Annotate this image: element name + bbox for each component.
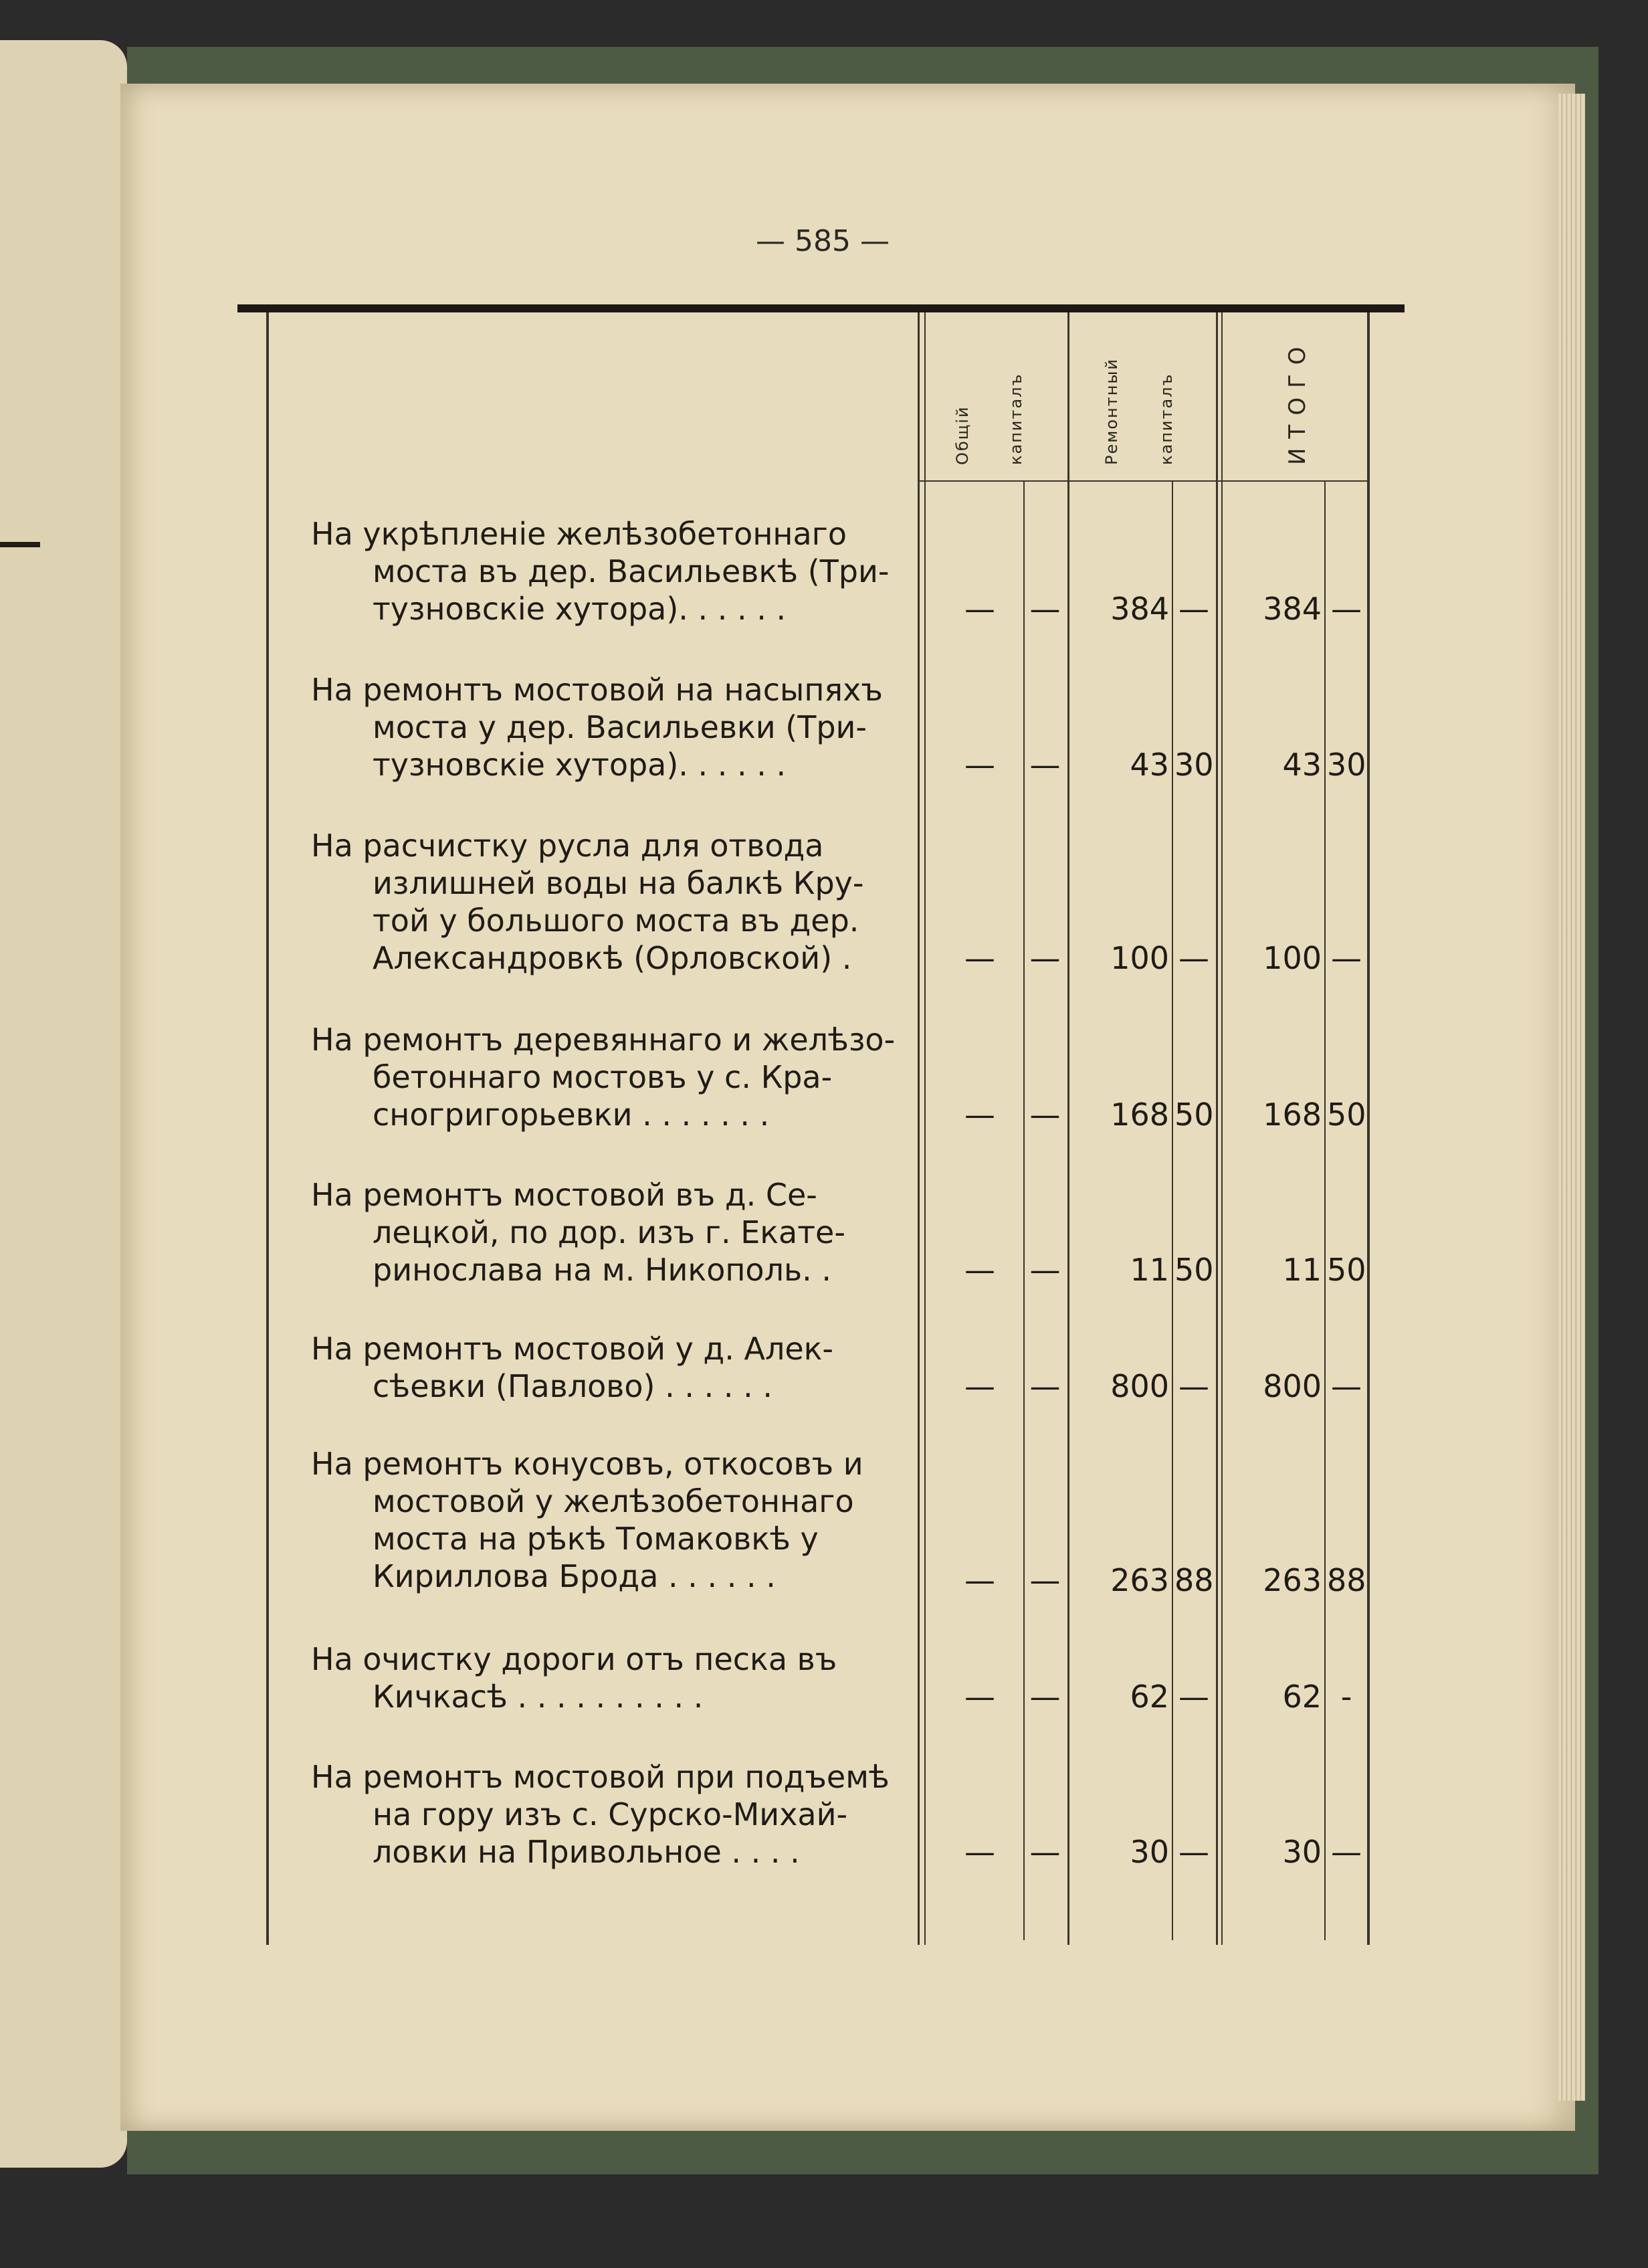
entry-line: бетоннаго мостовъ у с. Кра- [373, 1059, 833, 1095]
entry-line: моста въ дер. Васильевкѣ (Три- [373, 553, 890, 589]
repair-kop: — [1178, 1368, 1209, 1404]
general-rub: — [964, 1368, 995, 1404]
repair-kop: 88 [1174, 1562, 1214, 1598]
general-rub: — [964, 1679, 995, 1715]
total-rub: 168 [1263, 1097, 1322, 1133]
col-divider-total-2 [1221, 312, 1223, 1945]
general-kop: — [1029, 1679, 1061, 1715]
entry-line: На ремонтъ мостовой на насыпяхъ [311, 672, 883, 708]
entry-line: На ремонтъ мостовой при подъемѣ [311, 1759, 890, 1795]
general-kop: — [1029, 1252, 1061, 1288]
col-divider-repair-kop [1172, 482, 1173, 1940]
entry-row [311, 1330, 900, 1405]
entry-row [311, 1021, 900, 1133]
table-right-border [1367, 312, 1370, 1945]
entry-line: На ремонтъ конусовъ, откосовъ и [311, 1446, 863, 1482]
general-kop: — [1029, 747, 1061, 783]
total-rub: 263 [1263, 1562, 1322, 1598]
total-rub: 384 [1263, 591, 1322, 627]
entry-line: На расчистку русла для отвода [311, 828, 824, 864]
repair-kop: — [1178, 591, 1209, 627]
entry-row [311, 1758, 900, 1871]
repair-kop: — [1178, 1834, 1209, 1870]
col-divider-total-kop [1324, 482, 1326, 1940]
entry-line: на гору изъ с. Сурско-Михай- [373, 1796, 848, 1832]
entry-line: мостовой у желѣзобетоннаго [373, 1483, 854, 1519]
col-divider-general-kop [1023, 482, 1025, 1940]
entry-row [311, 515, 900, 628]
repair-rub: 100 [1110, 940, 1169, 976]
total-kop: 50 [1327, 1097, 1366, 1133]
total-rub: 62 [1282, 1679, 1322, 1715]
entry-line: На укрѣпленіе желѣзобетоннаго [311, 516, 847, 552]
repair-kop: — [1178, 940, 1209, 976]
entry-line: Кичкасѣ . . . . . . . . . . [373, 1679, 704, 1715]
col-divider-total [1216, 312, 1218, 1945]
general-kop: — [1029, 1097, 1061, 1133]
general-kop: — [1029, 591, 1061, 627]
total-kop: 30 [1327, 747, 1366, 783]
general-rub: — [964, 1097, 995, 1133]
header-total: ИТОГО [1284, 337, 1311, 465]
entry-row [311, 1640, 900, 1715]
general-kop: — [1029, 1562, 1061, 1598]
entry-line: Александровкѣ (Орловской) . [373, 940, 852, 976]
entry-line: сѣевки (Павлово) . . . . . . [373, 1368, 772, 1404]
repair-rub: 168 [1110, 1097, 1169, 1133]
repair-rub: 11 [1130, 1252, 1169, 1288]
repair-rub: 43 [1130, 747, 1169, 783]
entry-line: тузновскіе хутора). . . . . . [373, 747, 787, 783]
left-page-rule [0, 542, 40, 547]
header-repair-line2: капиталъ [1157, 373, 1176, 465]
entry-line: На ремонтъ мостовой въ д. Се- [311, 1177, 817, 1213]
header-bottom-line [918, 480, 1370, 482]
repair-kop: 50 [1174, 1097, 1214, 1133]
total-kop: — [1331, 591, 1362, 627]
entry-line: моста на рѣкѣ Томаковкѣ у [373, 1521, 819, 1557]
entry-line: той у большого моста въ дер. [373, 903, 859, 939]
total-kop: - [1340, 1679, 1352, 1715]
general-kop: — [1029, 940, 1061, 976]
table-left-border [266, 312, 269, 1945]
repair-rub: 263 [1110, 1562, 1169, 1598]
repair-rub: 62 [1130, 1679, 1169, 1715]
header-repair-line1: Ремонтный [1102, 358, 1121, 465]
col-divider-repair [1067, 312, 1069, 1945]
entry-line: ловки на Привольное . . . . [373, 1834, 800, 1870]
repair-rub: 30 [1130, 1834, 1169, 1870]
entry-line: тузновскіе хутора). . . . . . [373, 591, 787, 627]
page-edges [1558, 94, 1585, 2101]
general-rub: — [964, 591, 995, 627]
general-kop: — [1029, 1834, 1061, 1870]
entry-row [311, 827, 900, 977]
col-divider-general [918, 312, 920, 1945]
total-kop: — [1331, 940, 1362, 976]
total-rub: 11 [1282, 1252, 1322, 1288]
entry-line: На очистку дороги отъ песка въ [311, 1641, 837, 1677]
entry-line: излишней воды на балкѣ Кру- [373, 865, 864, 901]
entry-row [311, 671, 900, 783]
repair-kop: 30 [1174, 747, 1214, 783]
header-general-line2: капиталъ [1007, 373, 1025, 465]
repair-kop: — [1178, 1679, 1209, 1715]
entry-line: На ремонтъ мостовой у д. Алек- [311, 1331, 834, 1367]
entry-line: На ремонтъ деревяннаго и желѣзо- [311, 1022, 896, 1058]
total-kop: 88 [1327, 1562, 1366, 1598]
total-rub: 43 [1282, 747, 1322, 783]
left-page-edge [0, 40, 127, 2168]
entry-line: ринослава на м. Никополь. . [373, 1252, 831, 1288]
entry-row [311, 1445, 900, 1595]
total-rub: 800 [1263, 1368, 1322, 1404]
general-rub: — [964, 1562, 995, 1598]
total-kop: — [1331, 1368, 1362, 1404]
entry-line: моста у дер. Васильевки (Три- [373, 709, 867, 745]
total-kop: — [1331, 1834, 1362, 1870]
repair-rub: 384 [1110, 591, 1169, 627]
general-rub: — [964, 747, 995, 783]
header-general-line1: Общій [953, 405, 972, 465]
table-top-rule [237, 304, 1405, 312]
general-rub: — [964, 1252, 995, 1288]
total-rub: 100 [1263, 940, 1322, 976]
general-rub: — [964, 940, 995, 976]
repair-rub: 800 [1110, 1368, 1169, 1404]
entry-line: Кириллова Брода . . . . . . [373, 1558, 776, 1594]
total-kop: 50 [1327, 1252, 1366, 1288]
entry-row [311, 1176, 900, 1289]
page-number: — 585 — [756, 224, 890, 258]
col-divider-general-2 [924, 312, 926, 1945]
general-rub: — [964, 1834, 995, 1870]
repair-kop: 50 [1174, 1252, 1214, 1288]
total-rub: 30 [1282, 1834, 1322, 1870]
entry-line: лецкой, по дор. изъ г. Екате- [373, 1214, 845, 1250]
entry-line: сногригорьевки . . . . . . . [373, 1097, 770, 1133]
general-kop: — [1029, 1368, 1061, 1404]
